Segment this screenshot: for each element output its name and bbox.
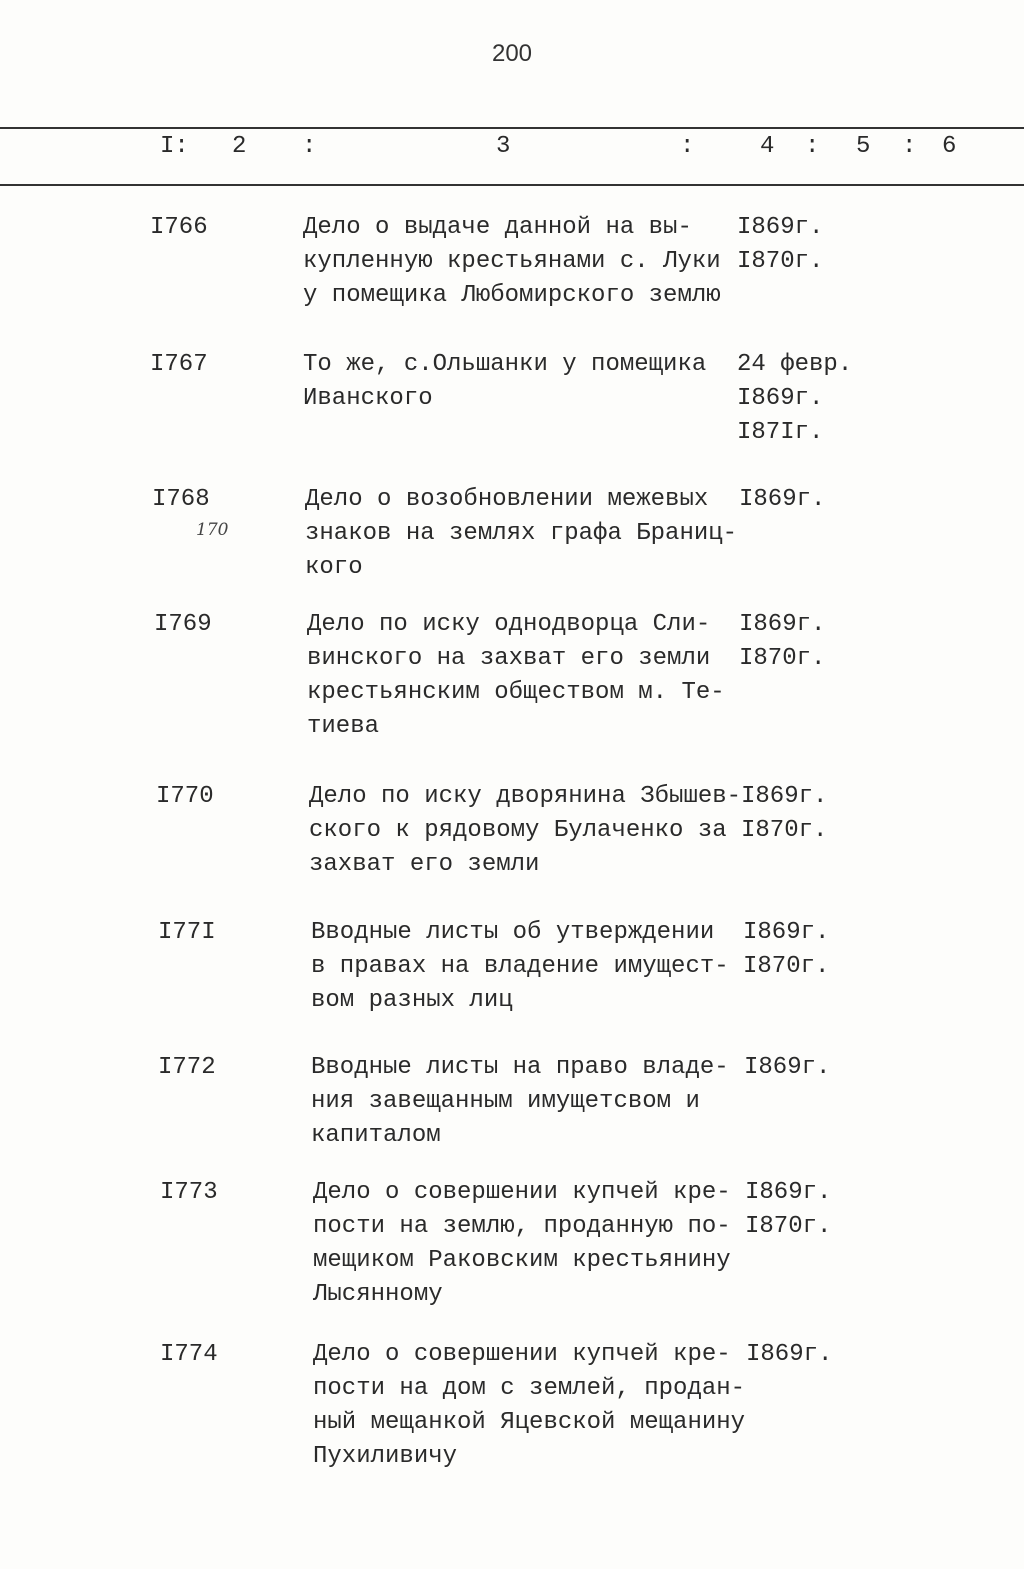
case-description-line: Иванского: [303, 385, 433, 412]
case-date: I869г.: [743, 919, 830, 946]
header-bottom-rule: [0, 184, 1024, 186]
case-description-line: Пухиливичу: [313, 1443, 458, 1470]
case-number: I773: [160, 1179, 218, 1206]
case-description-line: купленную крестьянами с. Луки: [303, 248, 721, 275]
case-description-line: в правах на владение имущест-: [311, 953, 729, 980]
column-header-4: 4: [760, 133, 775, 160]
case-date: I869г.: [737, 214, 824, 241]
case-date: I869г.: [745, 1179, 832, 1206]
case-description-line: винского на захват его земли: [307, 645, 711, 672]
case-number: I770: [156, 783, 214, 810]
case-description-line: Дело по иску дворянина Збышев-: [309, 783, 742, 810]
case-description-line: Дело о совершении купчей кре-: [313, 1179, 731, 1206]
case-date: I870г.: [739, 645, 826, 672]
case-description-line: пости на землю, проданную по-: [313, 1213, 731, 1240]
column-separator: :: [902, 133, 917, 160]
case-date: I869г.: [739, 486, 826, 513]
column-header-1: I:: [160, 133, 189, 160]
case-description-line: То же, с.Ольшанки у помещика: [303, 351, 707, 378]
case-date: I869г.: [739, 611, 826, 638]
case-description-line: тиева: [307, 713, 380, 740]
case-number: I772: [158, 1054, 216, 1081]
case-description-line: пости на дом с землей, продан-: [313, 1375, 746, 1402]
case-description-line: Вводные листы об утверждении: [311, 919, 715, 946]
column-separator: :: [302, 133, 317, 160]
case-description-line: Дело о совершении купчей кре-: [313, 1341, 731, 1368]
case-description-line: захват его земли: [309, 851, 540, 878]
case-date: I869г.: [746, 1341, 833, 1368]
header-top-rule: [0, 127, 1024, 129]
column-separator: :: [805, 133, 820, 160]
page-number: 200: [491, 40, 533, 67]
case-description-line: кого: [305, 554, 363, 581]
column-header-2: 2: [232, 133, 247, 160]
case-date: I870г.: [745, 1213, 832, 1240]
case-date: I87Iг.: [737, 419, 824, 446]
case-description-line: Дело о возобновлении межевых: [305, 486, 709, 513]
case-description-line: Лысянному: [313, 1281, 443, 1308]
case-date: 24 февр.: [737, 351, 853, 378]
case-description-line: ный мещанкой Яцевской мещанину: [313, 1409, 746, 1436]
case-date: I869г.: [737, 385, 824, 412]
case-description-line: ского к рядовому Булаченко за: [309, 817, 727, 844]
case-description-line: знаков на землях графа Браниц-: [305, 520, 738, 547]
case-description-line: мещиком Раковским крестьянину: [313, 1247, 731, 1274]
case-description-line: ния завещанным имущетсвом и: [311, 1088, 700, 1115]
case-description-line: Вводные листы на право владе-: [311, 1054, 729, 1081]
case-number: I767: [150, 351, 208, 378]
case-description-line: у помещика Любомирского землю: [303, 282, 721, 309]
case-number: I769: [154, 611, 212, 638]
case-number: I768: [152, 486, 210, 513]
handwritten-annotation: 170: [196, 520, 229, 540]
column-header-6: 6: [942, 133, 957, 160]
column-header-3: 3: [496, 133, 511, 160]
case-description-line: вом разных лиц: [311, 987, 513, 1014]
case-number: I774: [160, 1341, 218, 1368]
case-description-line: Дело по иску однодворца Сли-: [307, 611, 711, 638]
column-separator: :: [680, 133, 695, 160]
case-date: I870г.: [743, 953, 830, 980]
case-description-line: Дело о выдаче данной на вы-: [303, 214, 692, 241]
case-date: I869г.: [741, 783, 828, 810]
case-number: I77I: [158, 919, 216, 946]
case-date: I870г.: [737, 248, 824, 275]
case-number: I766: [150, 214, 208, 241]
case-description-line: крестьянским обществом м. Те-: [307, 679, 725, 706]
case-date: I870г.: [741, 817, 828, 844]
case-date: I869г.: [744, 1054, 831, 1081]
column-header-5: 5: [856, 133, 871, 160]
case-description-line: капиталом: [311, 1122, 441, 1149]
